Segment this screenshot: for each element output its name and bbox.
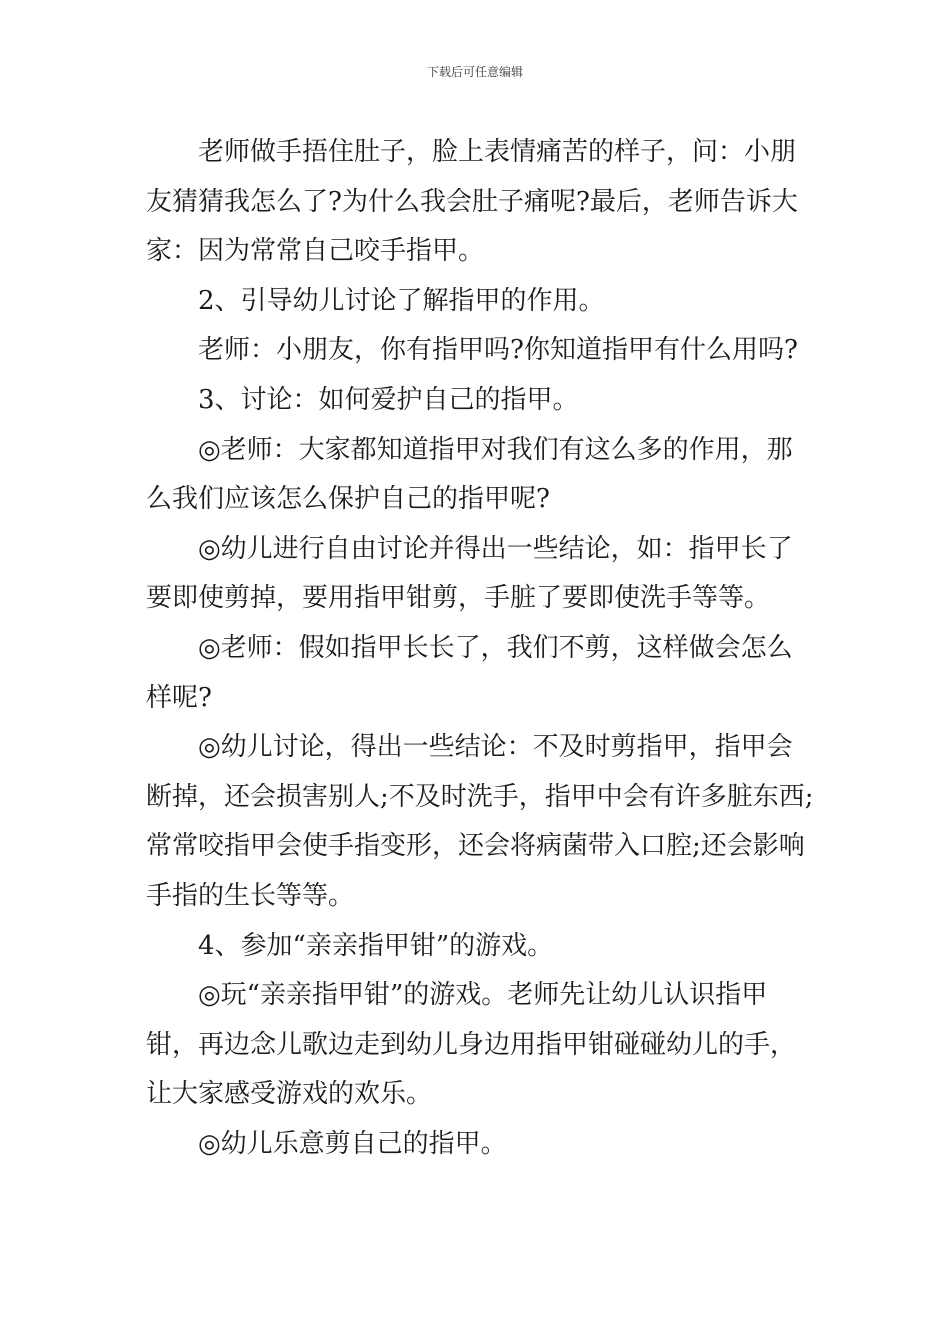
paragraph-10: ◎玩“亲亲指甲钳”的游戏。老师先让幼儿认识指甲钳，再边念儿歌边走到幼儿身边用指甲钳碰碰幼儿的手，让大家感受游戏的欢乐。	[146, 980, 797, 1110]
page-header: 下载后可任意编辑	[426, 65, 523, 79]
paragraph-6: ◎幼儿进行自由讨论并得出一些结论，如：指甲长了要即使剪掉，要用指甲钳剪，手脏了要即使洗手等等。	[146, 533, 793, 614]
paragraph-8: ◎幼儿讨论，得出一些结论：不及时剪指甲，指甲会断掉，还会损害别人;不及时洗手，指甲中会有许多脏东西;常常咬指甲会使手指变形，还会将病菌带入口腔;还会影响手指的生长等等。	[146, 732, 814, 911]
paragraph-2: 2、引导幼儿讨论了解指甲的作用。	[198, 285, 605, 316]
paragraph-11: ◎幼儿乐意剪自己的指甲。	[198, 1128, 507, 1159]
paragraph-7: ◎老师：假如指甲长长了，我们不剪，这样做会怎么样呢?	[146, 632, 793, 713]
paragraph-3: 老师：小朋友，你有指甲吗?你知道指甲有什么用吗?	[198, 335, 798, 366]
paragraph-4: 3、讨论：如何爱护自己的指甲。	[198, 384, 579, 415]
document-body	[146, 128, 818, 1169]
paragraph-5: ◎老师：大家都知道指甲对我们有这么多的作用，那么我们应该怎么保护自己的指甲呢?	[146, 434, 793, 515]
paragraph-9: 4、参加“亲亲指甲钳”的游戏。	[198, 930, 554, 961]
paragraph-1: 老师做手捂住肚子，脸上表情痛苦的样子，问：小朋友猜猜我怎么了?为什么我会肚子痛呢?最后，老师告诉大家：因为常常自己咬手指甲。	[146, 137, 798, 267]
